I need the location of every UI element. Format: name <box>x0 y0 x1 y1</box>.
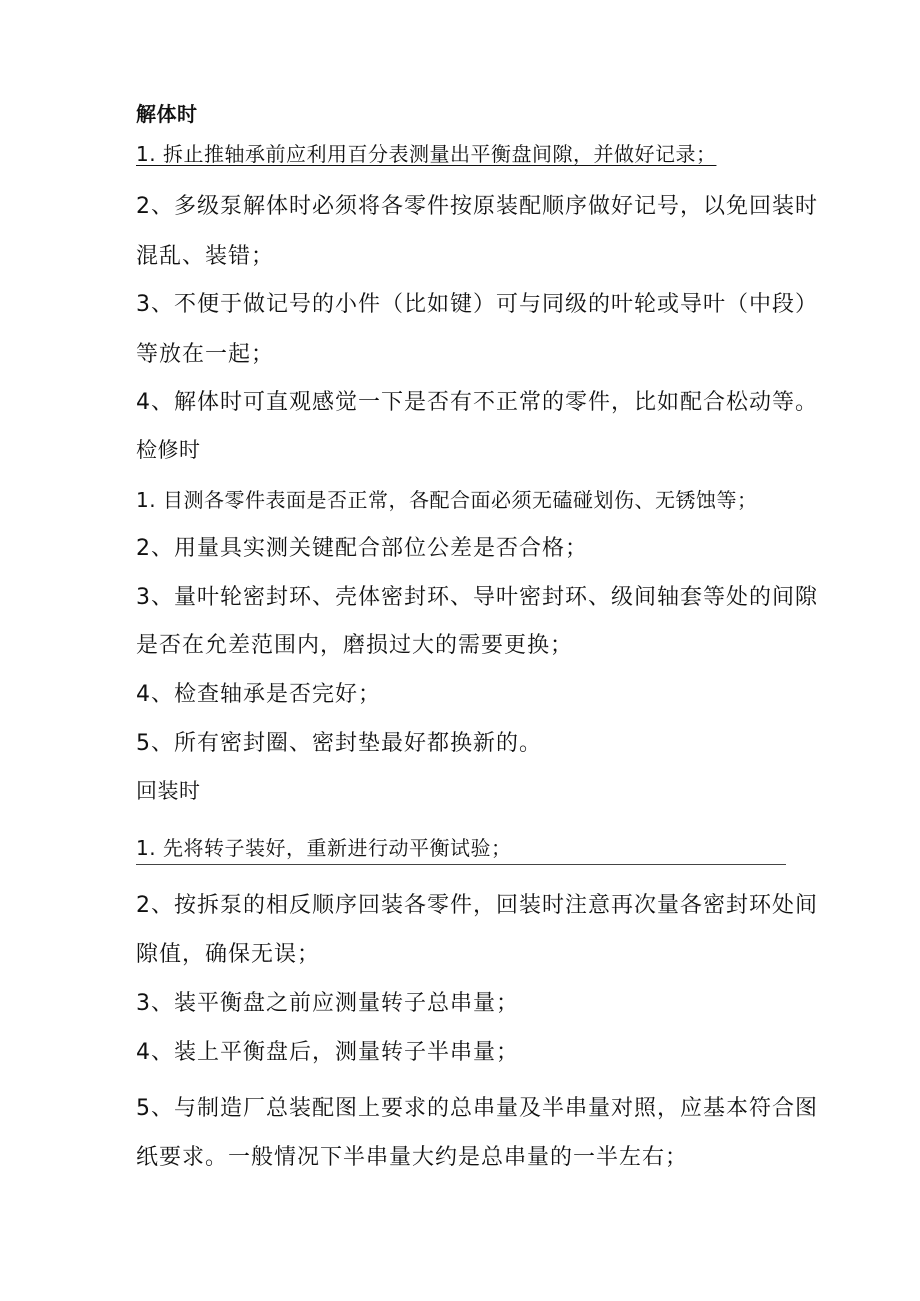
reassembly-item-4: 4、装上平衡盘后，测量转子半串量； <box>136 1040 519 1065</box>
reassembly-item-1: 1. 先将转子装好，重新进行动平衡试验； <box>136 836 512 860</box>
disassembly-item-2: 2、多级泵解体时必须将各零件按原装配顺序做好记号，以免回装时 <box>136 194 818 219</box>
inspection-item-3-cont: 是否在允差范围内，磨损过大的需要更换； <box>136 633 574 658</box>
reassembly-item-2-cont: 隙值，确保无误； <box>136 942 321 967</box>
reassembly-item-5-cont: 纸要求。一般情况下半串量大约是总串量的一半左右； <box>136 1145 689 1170</box>
inspection-item-2: 2、用量具实测关键配合部位公差是否合格； <box>136 536 588 561</box>
disassembly-item-3: 3、不便于做记号的小件（比如键）可与同级的叶轮或导叶（中段） <box>136 292 818 317</box>
disassembly-item-3-cont: 等放在一起； <box>136 342 275 367</box>
reassembly-item-5: 5、与制造厂总装配图上要求的总串量及半串量对照，应基本符合图 <box>136 1096 818 1121</box>
section-heading-disassembly: 解体时 <box>136 102 198 126</box>
disassembly-item-1: 1. 拆止推轴承前应利用百分表测量出平衡盘间隙，并做好记录； <box>136 142 717 166</box>
section-heading-inspection: 检修时 <box>136 438 201 462</box>
inspection-item-4: 4、检查轴承是否完好； <box>136 682 381 707</box>
inspection-item-1: 1. 目测各零件表面是否正常，各配合面必须无磕碰划伤、无锈蚀等； <box>136 488 758 512</box>
inspection-item-3: 3、量叶轮密封环、壳体密封环、导叶密封环、级间轴套等处的间隙 <box>136 585 818 610</box>
disassembly-item-4: 4、解体时可直观感觉一下是否有不正常的零件，比如配合松动等。 <box>136 390 818 415</box>
horizontal-rule <box>136 864 786 865</box>
disassembly-item-2-cont: 混乱、装错； <box>136 244 275 269</box>
reassembly-item-3: 3、装平衡盘之前应测量转子总串量； <box>136 991 519 1016</box>
section-heading-reassembly: 回装时 <box>136 779 201 803</box>
reassembly-item-2: 2、按拆泵的相反顺序回装各零件，回装时注意再次量各密封环处间 <box>136 893 818 918</box>
inspection-item-5: 5、所有密封圈、密封垫最好都换新的。 <box>136 731 542 756</box>
